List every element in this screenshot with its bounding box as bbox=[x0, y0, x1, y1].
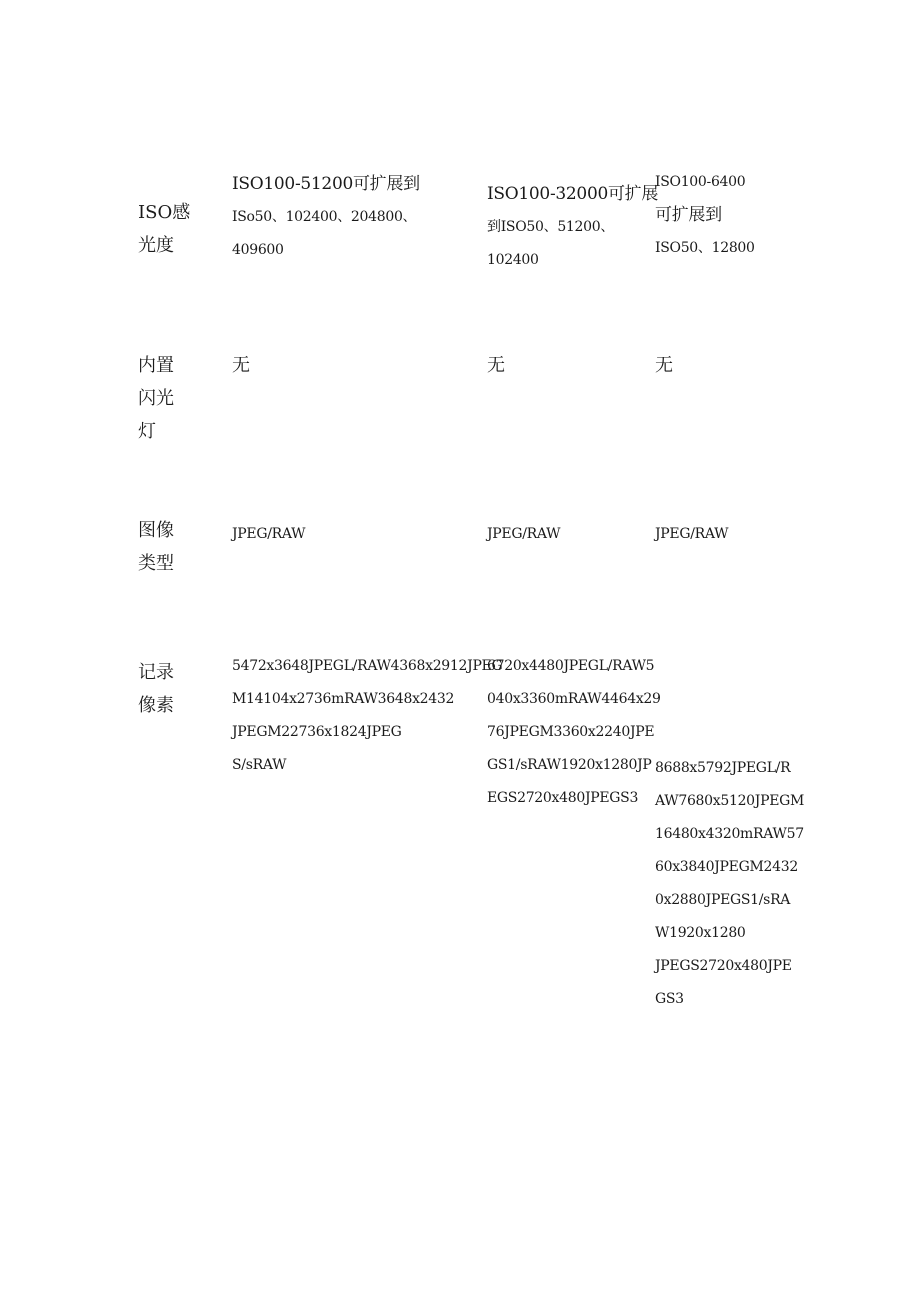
cell-line: ISO100-51200可扩展到 bbox=[232, 174, 420, 194]
flash-cell-col1 bbox=[232, 349, 477, 382]
cell-line: JPEG/RAW bbox=[655, 526, 729, 542]
pixels-cell-col3 bbox=[655, 752, 805, 1016]
row-label-line: ISO感 bbox=[138, 202, 191, 223]
cell-line: GS3 bbox=[655, 991, 684, 1007]
cell-line: 到ISO50、51200、 bbox=[487, 219, 615, 235]
cell-line: S/sRAW bbox=[232, 757, 287, 773]
iso-cell-col2 bbox=[487, 178, 659, 277]
cell-line: AW7680x5120JPEGM bbox=[655, 793, 805, 809]
cell-line: 102400 bbox=[487, 252, 539, 268]
row-label-line: 灯 bbox=[138, 421, 156, 442]
row-label-line: 闪光 bbox=[138, 388, 174, 409]
row-label-line: 内置 bbox=[138, 355, 174, 376]
cell-line: 8688x5792JPEGL/R bbox=[655, 760, 791, 776]
cell-line: JPEGS2720x480JPE bbox=[655, 958, 792, 974]
cell-line: 可扩展到 bbox=[655, 205, 722, 225]
cell-line: M14104x2736mRAW3648x2432 bbox=[232, 691, 455, 707]
pixels-cell-col2 bbox=[487, 650, 661, 815]
cell-line: ISo50、102400、204800、 bbox=[232, 209, 417, 225]
row-label-line: 记录 bbox=[138, 662, 174, 683]
row-label-line: 像素 bbox=[138, 695, 174, 716]
cell-line: GS1/sRAW1920x1280JP bbox=[487, 757, 652, 773]
row-label-pixels bbox=[138, 656, 198, 722]
cell-line: 无 bbox=[655, 355, 673, 376]
cell-line: 6720x4480JPEGL/RAW5 bbox=[487, 658, 655, 674]
cell-line: ISO50、12800 bbox=[655, 240, 755, 256]
cell-line: 409600 bbox=[232, 242, 284, 258]
cell-line: EGS2720x480JPEGS3 bbox=[487, 790, 639, 806]
row-label-iso bbox=[138, 196, 198, 262]
iso-cell-col1 bbox=[232, 168, 477, 267]
iso-cell-col3 bbox=[655, 166, 790, 265]
image-type-cell-col1 bbox=[232, 518, 477, 551]
cell-line: 0x2880JPEGS1/sRA bbox=[655, 892, 791, 908]
cell-line: W1920x1280 bbox=[655, 925, 746, 941]
image-type-cell-col2 bbox=[487, 518, 647, 551]
cell-line: 16480x4320mRAW57 bbox=[655, 826, 804, 842]
cell-line: 040x3360mRAW4464x29 bbox=[487, 691, 661, 707]
cell-line: 76JPEGM3360x2240JPE bbox=[487, 724, 655, 740]
cell-line: 无 bbox=[487, 355, 505, 376]
pixels-cell-col1 bbox=[232, 650, 503, 782]
row-label-line: 图像 bbox=[138, 520, 174, 541]
row-label-line: 光度 bbox=[138, 235, 174, 256]
cell-line: ISO100-6400 bbox=[655, 174, 746, 190]
row-label-flash bbox=[138, 349, 198, 448]
cell-line: JPEG/RAW bbox=[232, 526, 306, 542]
cell-line: JPEGM22736x1824JPEG bbox=[232, 724, 402, 740]
row-label-line: 类型 bbox=[138, 553, 174, 574]
cell-line: 无 bbox=[232, 355, 250, 376]
cell-line: JPEG/RAW bbox=[487, 526, 561, 542]
row-label-image-type bbox=[138, 514, 198, 580]
cell-line: 5472x3648JPEGL/RAW4368x2912JPEG bbox=[232, 658, 503, 674]
cell-line: 60x3840JPEGM2432 bbox=[655, 859, 798, 875]
flash-cell-col3 bbox=[655, 349, 790, 382]
image-type-cell-col3 bbox=[655, 518, 790, 551]
cell-line: ISO100-32000可扩展 bbox=[487, 184, 659, 204]
flash-cell-col2 bbox=[487, 349, 647, 382]
